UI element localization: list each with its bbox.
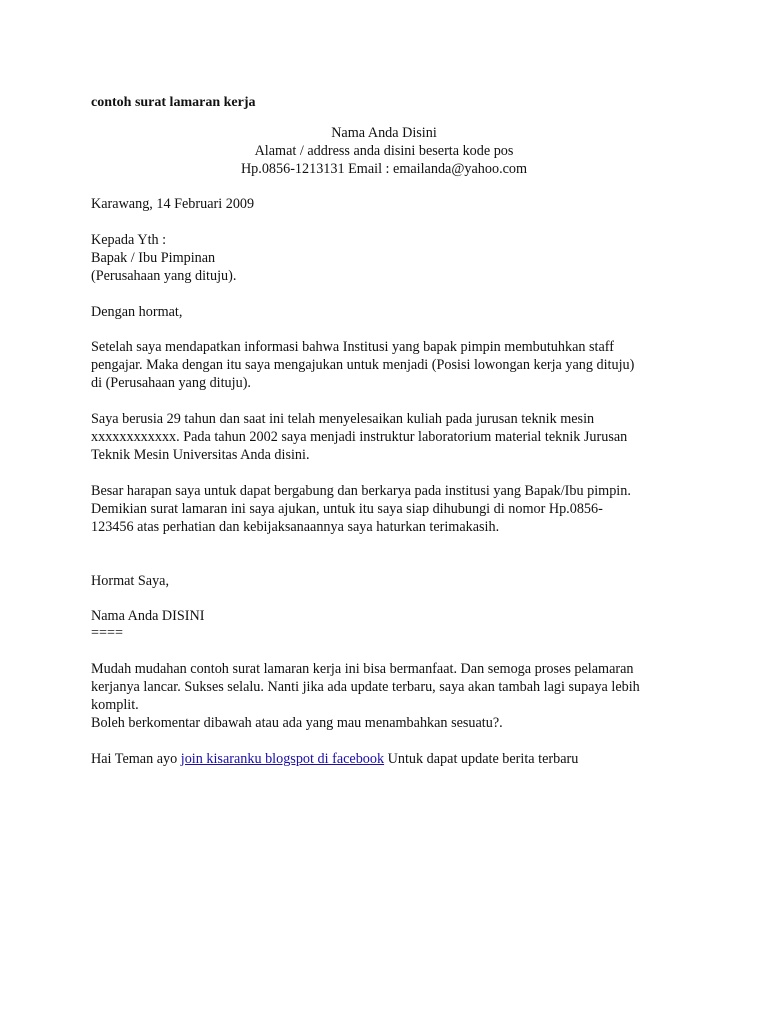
greeting: Dengan hormat,: [91, 304, 183, 320]
paragraph-2-line-2: xxxxxxxxxxxx. Pada tahun 2002 saya menjadi instruktur laboratorium material teknik Jurusan: [91, 429, 628, 445]
paragraph-3-line-3: 123456 atas perhatian dan kebijaksanaannya saya haturkan terimakasih.: [91, 519, 500, 535]
paragraph-2-line-1: Saya berusia 29 tahun dan saat ini telah menyelesaikan kuliah pada jurusan teknik mesin: [91, 411, 595, 427]
paragraph-3-line-2: Demikian surat lamaran ini saya ajukan, untuk itu saya siap dihubungi di nomor Hp.0856-: [91, 501, 603, 517]
sender-address: Alamat / address anda disini beserta kode pos: [254, 143, 514, 159]
document-title: contoh surat lamaran kerja: [91, 95, 256, 110]
signature-name: Nama Anda DISINI: [91, 608, 205, 624]
note-line-1: Mudah mudahan contoh surat lamaran kerja ini bisa bermanfaat. Dan semoga proses pelamaran: [91, 661, 634, 677]
paragraph-1-line-3: di (Perusahaan yang dituju).: [91, 375, 251, 391]
paragraph-1-line-1: Setelah saya mendapatkan informasi bahwa Institusi yang bapak pimpin membutuhkan staff: [91, 339, 614, 355]
recipient-line-2: Bapak / Ibu Pimpinan: [91, 250, 216, 266]
footer-prefix: Hai Teman ayo: [91, 751, 181, 767]
paragraph-2-line-3: Teknik Mesin Universitas Anda disini.: [91, 447, 310, 463]
signature-rule: ====: [91, 625, 124, 641]
recipient-line-1: Kepada Yth :: [91, 232, 167, 248]
paragraph-1-line-2: pengajar. Maka dengan itu saya mengajukan untuk menjadi (Posisi lowongan kerja yang dituju): [91, 357, 635, 373]
note-line-4: Boleh berkomentar dibawah atau ada yang mau menambahkan sesuatu?.: [91, 715, 503, 731]
footer-line: [91, 750, 578, 768]
letter-date: Karawang, 14 Februari 2009: [91, 196, 255, 212]
facebook-join-link[interactable]: join kisaranku blogspot di facebook: [180, 751, 385, 767]
recipient-line-3: (Perusahaan yang dituju).: [91, 268, 237, 284]
note-line-3: komplit.: [91, 697, 139, 713]
sender-name: Nama Anda Disini: [331, 125, 437, 141]
footer-suffix: Untuk dapat update berita terbaru: [384, 751, 579, 767]
note-line-2: kerjanya lancar. Sukses selalu. Nanti jika ada update terbaru, saya akan tambah lagi supaya lebih: [91, 679, 640, 695]
sender-contact: Hp.0856-1213131 Email : emailanda@yahoo.com: [240, 161, 528, 177]
paragraph-3-line-1: Besar harapan saya untuk dapat bergabung dan berkarya pada institusi yang Bapak/Ibu pimpin.: [91, 483, 631, 499]
closing: Hormat Saya,: [91, 573, 170, 589]
